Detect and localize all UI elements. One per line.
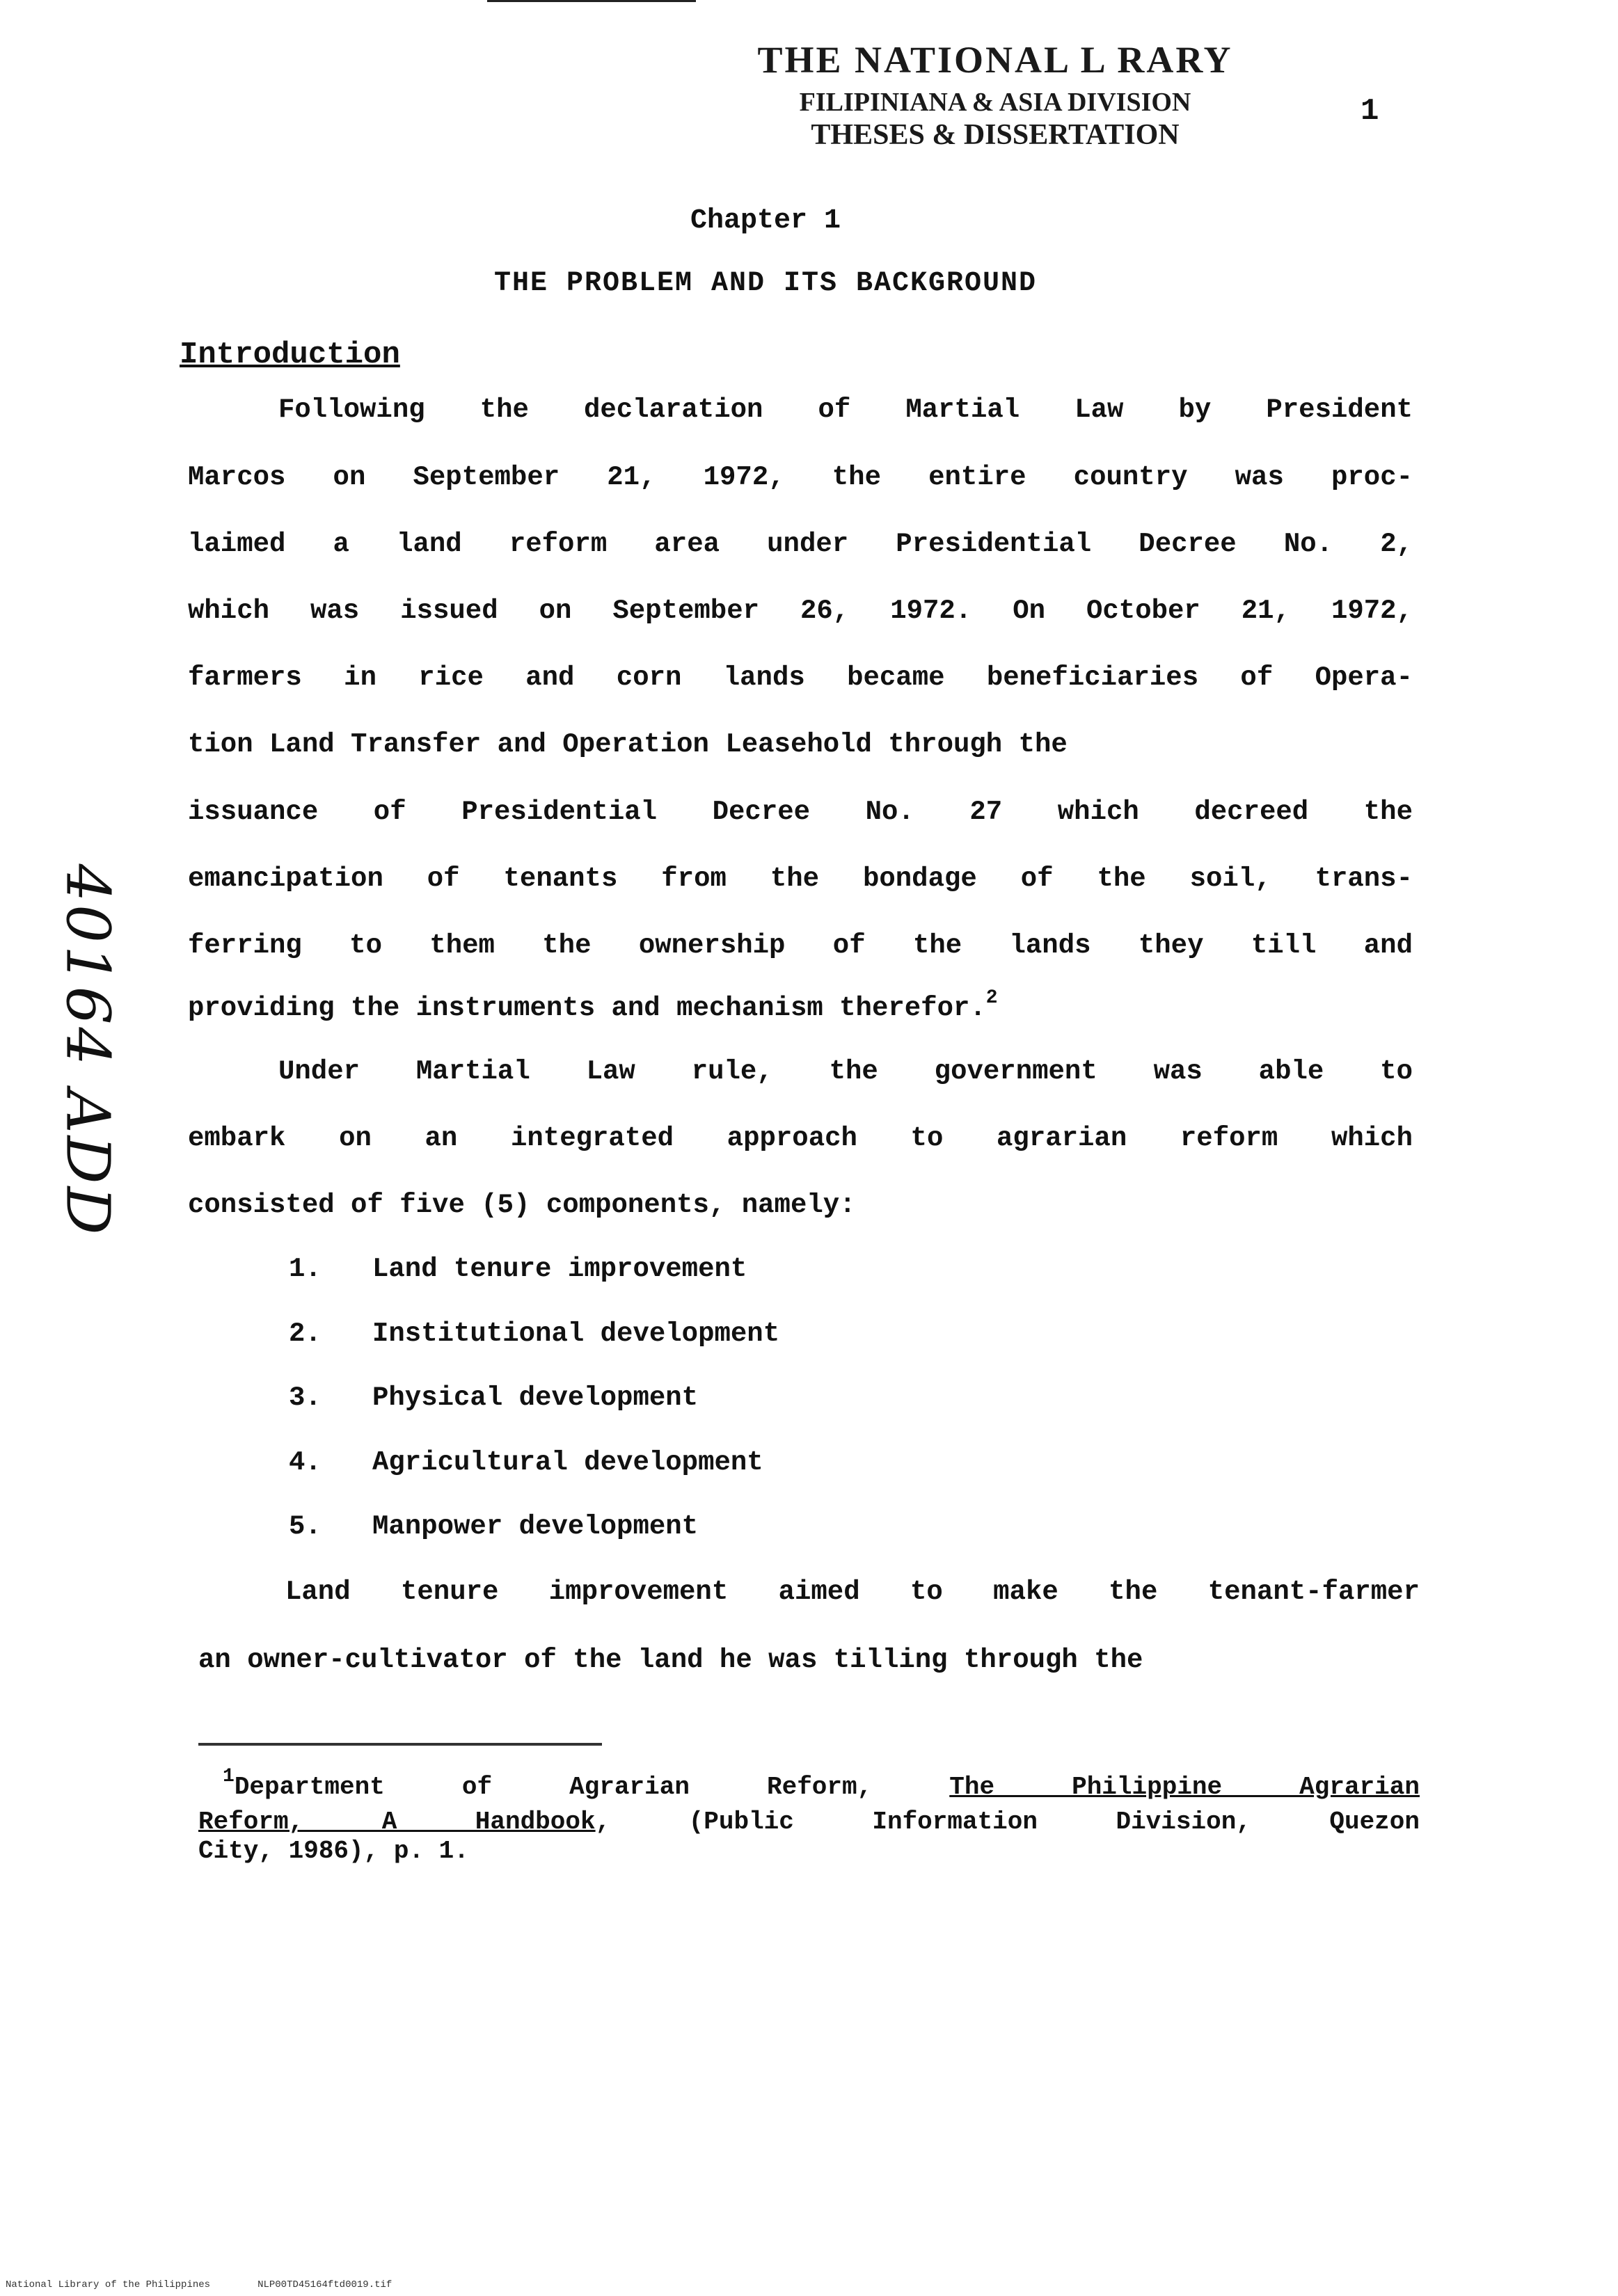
paragraph1-line: laimed a land reform area under Presidential Decree No. 2, [188,529,1413,559]
footnote-title-cont: Reform, A Handbook [198,1808,596,1836]
paragraph2-line: Under Martial Law rule, the government was able to [278,1056,1413,1087]
list-item-number: 5. [289,1511,322,1542]
section-heading-introduction: Introduction [180,337,400,372]
library-stamp-line2: FILIPINIANA & ASIA DIVISION [799,88,1191,117]
list-item-number: 3. [289,1382,322,1413]
list-item [289,1446,763,1479]
list-item-text: Physical development [372,1382,699,1413]
paragraph3-line: an owner-cultivator of the land he was tilling through the [198,1645,1143,1675]
scan-source-label: National Library of the Philippines [6,2279,211,2290]
library-stamp-line3: THESES & DISSERTATION [811,119,1180,151]
paragraph1-last-line [188,987,1413,1033]
paragraph1-line: issuance of Presidential Decree No. 27 which decreed the [188,797,1413,827]
footnote-line [223,1766,1420,1808]
list-item-text: Land tenure improvement [372,1254,747,1284]
paragraph1-line: Following the declaration of Martial Law by President [278,394,1413,425]
list-item-number: 1. [289,1254,322,1284]
footnote-publisher: , (Public Information Division, Quezon [595,1808,1420,1836]
paragraph1-line: Marcos on September 21, 1972, the entire country was proc- [188,462,1413,493]
list-item-text: Institutional development [372,1318,780,1349]
paragraph2-line: embark on an integrated approach to agrarian reform which [188,1123,1413,1154]
paragraph2-line: consisted of five (5) components, namely: [188,1190,856,1220]
top-edge-rule [487,0,696,2]
footnote-marker-2: 2 [985,987,998,1009]
page-number: 1 [1361,94,1379,129]
list-item-number: 2. [289,1318,322,1349]
footnote-marker-1: 1 [223,1766,235,1787]
scan-footer-bar [0,2274,1618,2296]
footnote-title: The Philippine Agrarian [949,1773,1420,1801]
chapter-title: THE PROBLEM AND ITS BACKGROUND [493,268,1038,299]
list-item-text: Manpower development [372,1511,699,1542]
paragraph3-line: Land tenure improvement aimed to make the tenant-farmer [285,1577,1420,1607]
list-item [289,1381,698,1414]
handwritten-accession-number: 40164 ADD [52,863,122,1238]
scan-file-name: NLP00TD45164ftd0019.tif [257,2279,392,2290]
footnote-line [198,1808,1420,1837]
footnote-separator [198,1743,602,1746]
footnote-author: Department of Agrarian Reform, [234,1773,950,1801]
paragraph1-line: tion Land Transfer and Operation Leasehold through the [188,729,1068,760]
footnote-line: City, 1986), p. 1. [198,1837,469,1865]
paragraph1-line: emancipation of tenants from the bondage of the soil, trans- [188,863,1413,894]
paragraph1-line: ferring to them the ownership of the lands they till and [188,930,1413,961]
list-item-number: 4. [289,1447,322,1478]
library-stamp-line1: THE NATIONAL L RARY [757,39,1233,81]
chapter-label: Chapter 1 [690,205,841,237]
paragraph1-line: farmers in rice and corn lands became beneficiaries of Opera- [188,662,1413,693]
list-item [289,1510,698,1543]
list-item [289,1317,779,1350]
paragraph1-line: which was issued on September 26, 1972. On October 21, 1972, [188,596,1413,626]
margin-handwritten-accession [17,863,157,1238]
paragraph1-last-line-text: providing the instruments and mechanism therefor. [188,993,986,1023]
list-item-text: Agricultural development [372,1447,763,1478]
list-item [289,1252,747,1286]
